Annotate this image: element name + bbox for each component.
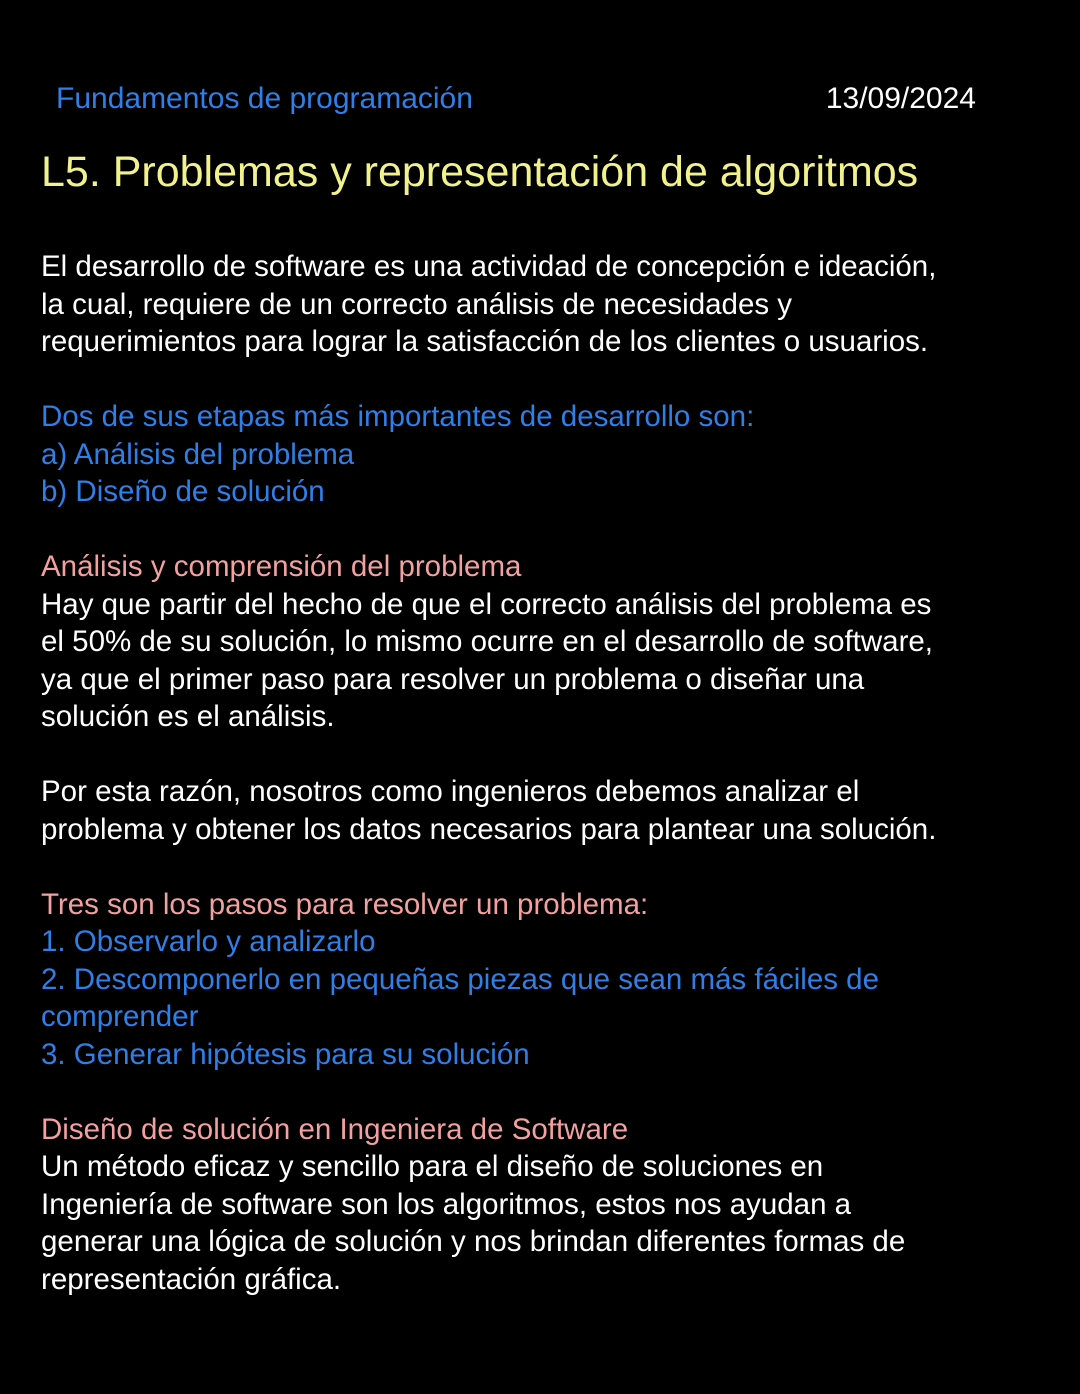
steps-section — [41, 886, 1041, 1074]
list-item: a) Análisis del problema — [41, 437, 355, 471]
list-item: 3. Generar hipótesis para su solución — [41, 1037, 530, 1071]
text-line: representación gráfica. — [41, 1262, 342, 1296]
analysis-section — [41, 548, 1041, 736]
course-name: Fundamentos de programación — [56, 82, 473, 115]
text-line: Por esta razón, nosotros como ingenieros debemos analizar el — [41, 775, 860, 808]
text-line: El desarrollo de software es una actividad de concepción e ideación, — [41, 250, 937, 283]
list-item: comprender — [41, 1000, 199, 1033]
text-line: requerimientos para lograr la satisfacción de los clientes o usuarios. — [41, 325, 929, 358]
list-item: b) Diseño de solución — [41, 475, 325, 508]
text-line: problema y obtener los datos necesarios para plantear una solución. — [41, 812, 937, 846]
lesson-date: 13/09/2024 — [825, 82, 976, 115]
text-line: Hay que partir del hecho de que el correcto análisis del problema es — [41, 587, 932, 621]
text-line: Ingeniería de software son los algoritmos, estos nos ayudan a — [41, 1187, 852, 1221]
text-line: Un método eficaz y sencillo para el diseño de soluciones en — [41, 1150, 824, 1183]
reason-paragraph — [41, 773, 1041, 848]
analysis-heading: Análisis y comprensión del problema — [41, 550, 522, 583]
lesson-content — [41, 248, 1041, 1336]
page-title: L5. Problemas y representación de algoritmos — [41, 148, 919, 196]
text-line: el 50% de su solución, lo mismo ocurre en el desarrollo de software, — [41, 625, 934, 658]
design-section — [41, 1111, 1041, 1299]
steps-heading: Tres son los pasos para resolver un problema: — [41, 887, 649, 921]
page-header — [56, 82, 976, 122]
stages-heading: Dos de sus etapas más importantes de desarrollo son: — [41, 400, 755, 433]
text-line: generar una lógica de solución y nos brindan diferentes formas de — [41, 1225, 906, 1258]
list-item: 2. Descomponerlo en pequeñas piezas que sean más fáciles de — [41, 962, 879, 996]
stages-section — [41, 398, 1041, 511]
text-line: solución es el análisis. — [41, 700, 335, 733]
list-item: 1. Observarlo y analizarlo — [41, 925, 376, 958]
text-line: la cual, requiere de un correcto análisis de necesidades y — [41, 287, 793, 321]
design-heading: Diseño de solución en Ingeniera de Software — [41, 1112, 629, 1146]
intro-paragraph — [41, 248, 1041, 361]
text-line: ya que el primer paso para resolver un problema o diseñar una — [41, 662, 865, 696]
